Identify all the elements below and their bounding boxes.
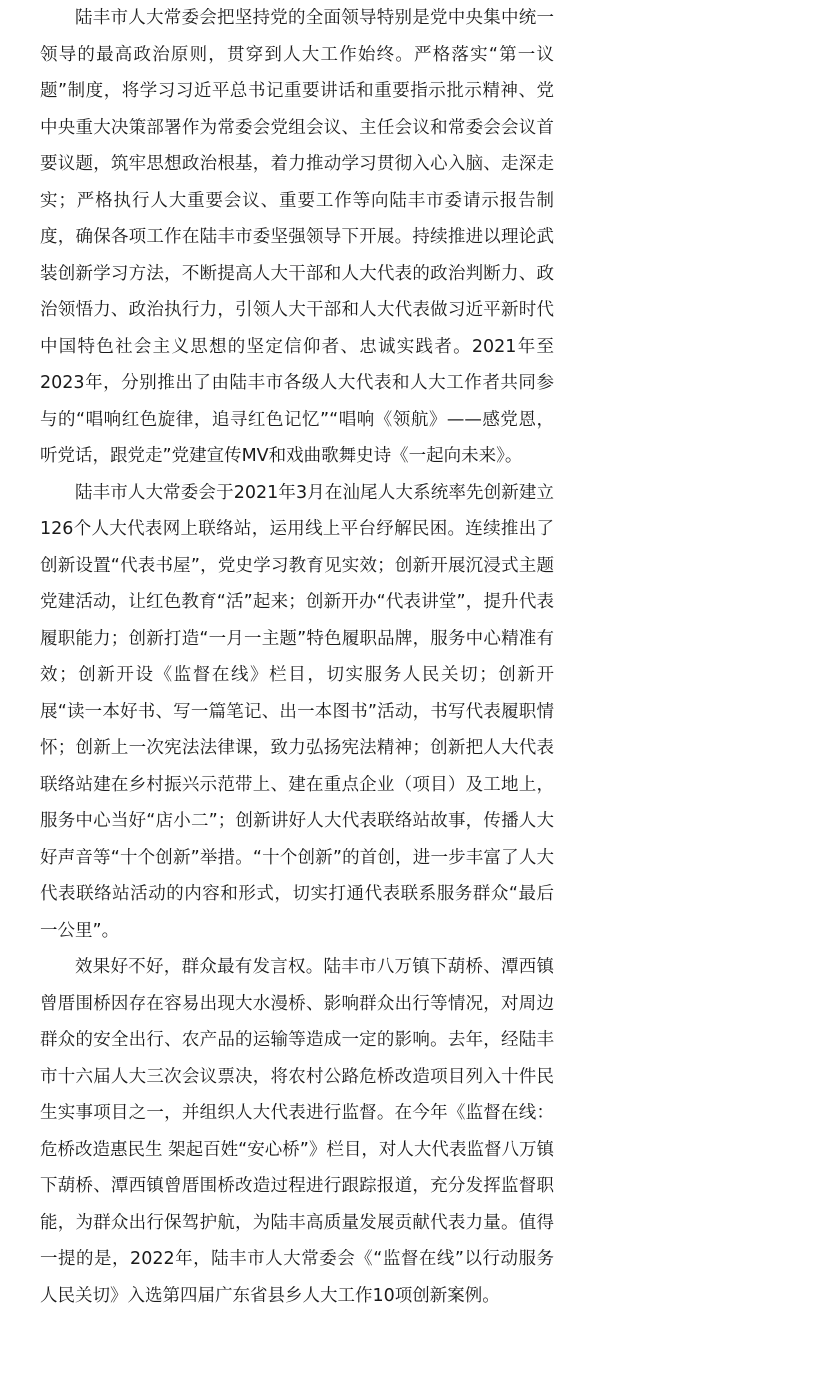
article-paragraph: 效果好不好，群众最有发言权。陆丰市八万镇下葫桥、潭西镇曾厝围桥因存在容易出现大水漫桥、影响群众出行等情况，对周边群众的安全出行、农产品的运输等造成一定的影响。去年，经陆丰市十六届人大三次会议票决，将农村公路危桥改造项目列入十件民生实事项目之一，并组织人大代表进行监督。在今年《监督在线：危桥改造惠民生 架起百姓“安心桥”》栏目，对人大代表监督八万镇下葫桥、潭西镇曾厝围桥改造过程进行跟踪报道，充分发挥监督职能，为群众出行保驾护航，为陆丰高质量发展贡献代表力量。值得一提的是，2022年，陆丰市人大常委会《“监督在线”以行动服务人民关切》入选第四届广东省县乡人大工作10项创新案例。 [40, 957, 554, 1306]
article-paragraph: 陆丰市人大常委会于2021年3月在汕尾人大系统率先创新建立126个人大代表网上联络站，运用线上平台纾解民困。连续推出了创新设置“代表书屋”，党史学习教育见实效；创新开展沉浸式主题党建活动，让红色教育“活”起来；创新开办“代表讲堂”，提升代表履职能力；创新打造“一月一主题”特色履职品牌，服务中心精准有效；创新开设《监督在线》栏目，切实服务人民关切；创新开展“读一本好书、写一篇笔记、出一本图书”活动，书写代表履职情怀；创新上一次宪法法律课，致力弘扬宪法精神；创新把人大代表联络站建在乡村振兴示范带上、建在重点企业（项目）及工地上，服务中心当好“店小二”；创新讲好人大代表联络站故事，传播人大好声音等“十个创新”举措。“十个创新”的首创，进一步丰富了人大代表联络站活动的内容和形式，切实打通代表联系服务群众“最后一公里”。 [40, 482, 554, 941]
article-body [40, 0, 554, 1314]
article-paragraph: 陆丰市人大常委会把坚持党的全面领导特别是党中央集中统一领导的最高政治原则，贯穿到人大工作始终。严格落实“第一议题”制度，将学习习近平总书记重要讲话和重要指示批示精神、党中央重大决策部署作为常委会党组会议、主任会议和常委会会议首要议题，筑牢思想政治根基，着力推动学习贯彻入心入脑、走深走实；严格执行人大重要会议、重要工作等向陆丰市委请示报告制度，确保各项工作在陆丰市委坚强领导下开展。持续推进以理论武装创新学习方法，不断提高人大干部和人大代表的政治判断力、政治领悟力、政治执行力，引领人大干部和人大代表做习近平新时代中国特色社会主义思想的坚定信仰者、忠诚实践者。2021年至2023年，分别推出了由陆丰市各级人大代表和人大工作者共同参与的“唱响红色旋律，追寻红色记忆”“唱响《领航》——感党恩，听党话，跟党走”党建宣传MV和戏曲歌舞史诗《一起向未来》。 [40, 8, 554, 466]
